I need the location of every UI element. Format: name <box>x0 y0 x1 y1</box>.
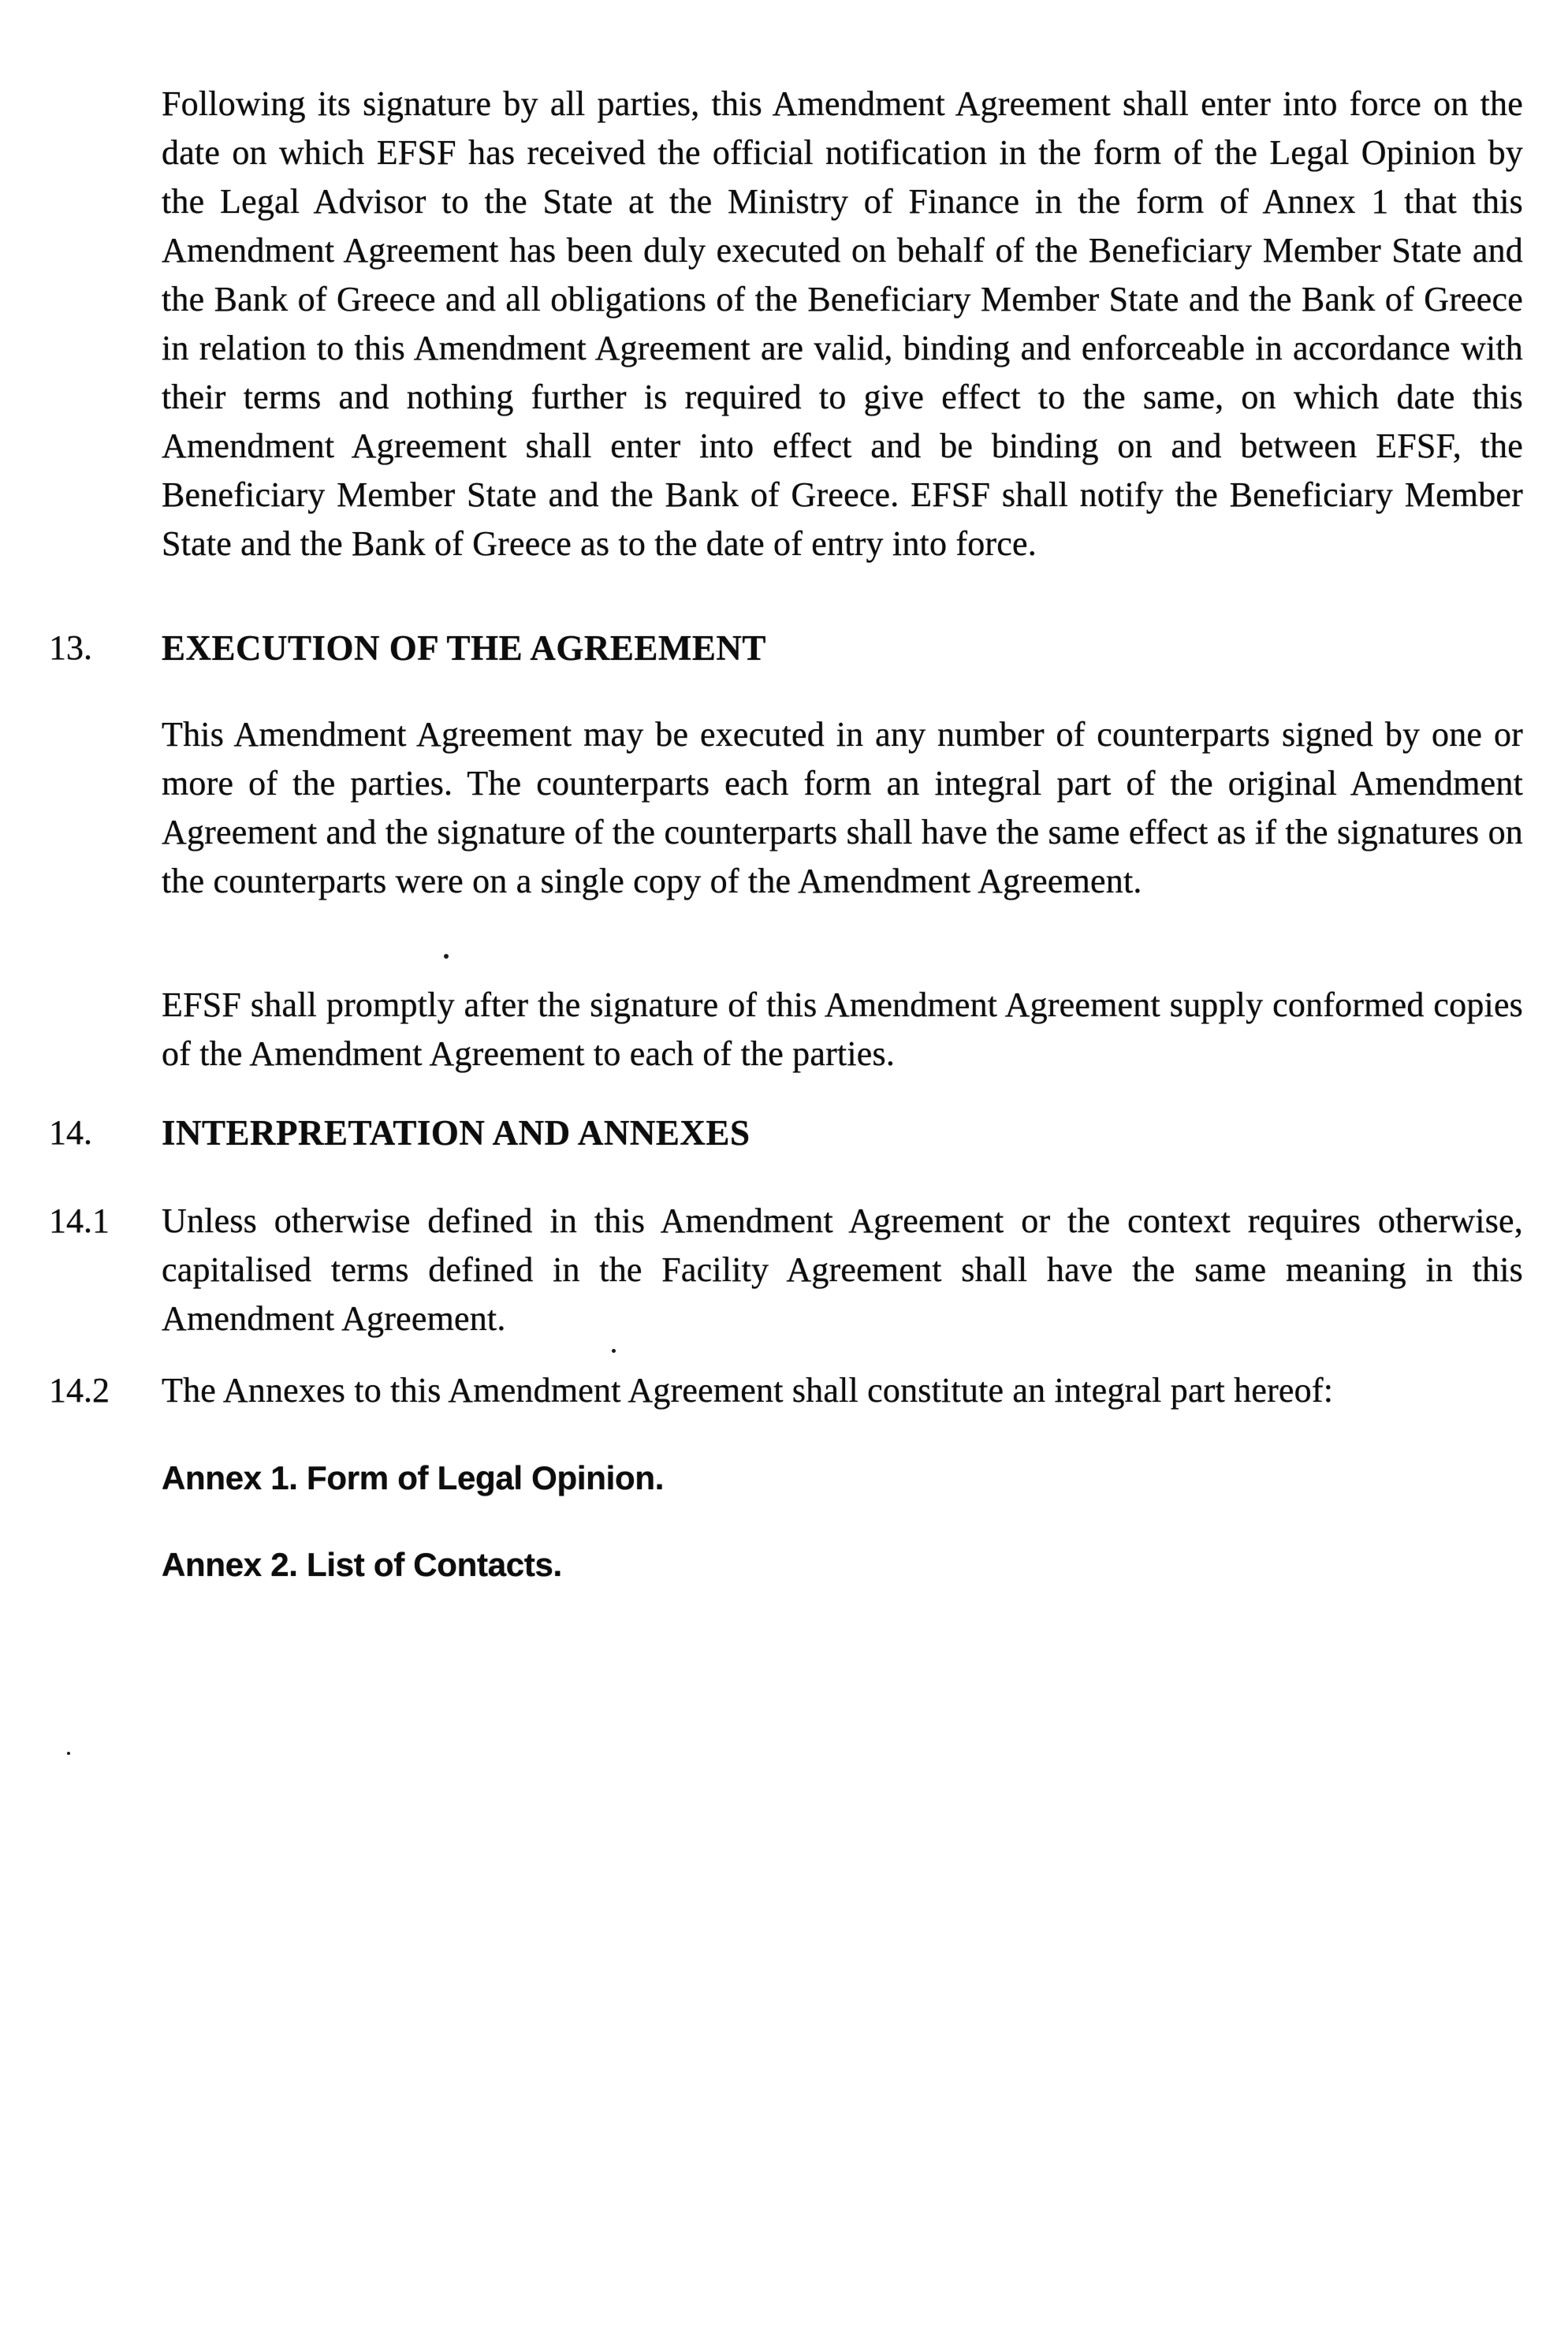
section-13-number: 13. <box>49 628 92 667</box>
section-13-paragraph-1: This Amendment Agreement may be executed in any number of counterparts signed by one or more of the parties. The counterparts each form an integral part of the original Amendment Agreement and the signature of the counterparts shall have the same effect as if the signatures on the counterparts were on a single copy of the Amendment Agreement. <box>162 715 1523 900</box>
scan-speck <box>612 1349 616 1353</box>
scan-speck <box>444 954 449 959</box>
section-14-number: 14. <box>49 1113 92 1152</box>
subsection-14-1-text: Unless otherwise defined in this Amendment Agreement or the context requires otherwise, capitalised terms defined in the Facility Agreement shall have the same meaning in this Amendment Agreement. <box>162 1201 1523 1338</box>
annex-1-reference: Annex 1. Form of Legal Opinion. <box>162 1459 665 1496</box>
annex-2-reference: Annex 2. List of Contacts. <box>162 1546 562 1583</box>
intro-paragraph: Following its signature by all parties, this Amendment Agreement shall enter into force on the date on which EFSF has received the official notification in the form of the Legal Opinion by the Legal Advisor to the State at the Ministry of Finance in the form of Annex 1 that this Amendment Agreement has been duly executed on behalf of the Beneficiary Member State and the Bank of Greece and all obligations of the Beneficiary Member State and the Bank of Greece in relation to this Amendment Agreement are valid, binding and enforceable in accordance with their terms and nothing further is required to give effect to the same, on which date this Amendment Agreement shall enter into effect and be binding on and between EFSF, the Beneficiary Member State and the Bank of Greece. EFSF shall notify the Beneficiary Member State and the Bank of Greece as to the date of entry into force. <box>162 84 1523 563</box>
scan-speck <box>67 1752 70 1755</box>
subsection-14-2-number: 14.2 <box>49 1371 110 1410</box>
section-14-heading: INTERPRETATION AND ANNEXES <box>162 1113 750 1153</box>
subsection-14-2-text: The Annexes to this Amendment Agreement shall constitute an integral part hereof: <box>162 1371 1334 1410</box>
section-13-paragraph-2: EFSF shall promptly after the signature of this Amendment Agreement supply conformed copies of the Amendment Agreement to each of the parties. <box>162 985 1523 1073</box>
section-13-heading: EXECUTION OF THE AGREEMENT <box>162 628 766 668</box>
subsection-14-1-number: 14.1 <box>49 1201 110 1240</box>
